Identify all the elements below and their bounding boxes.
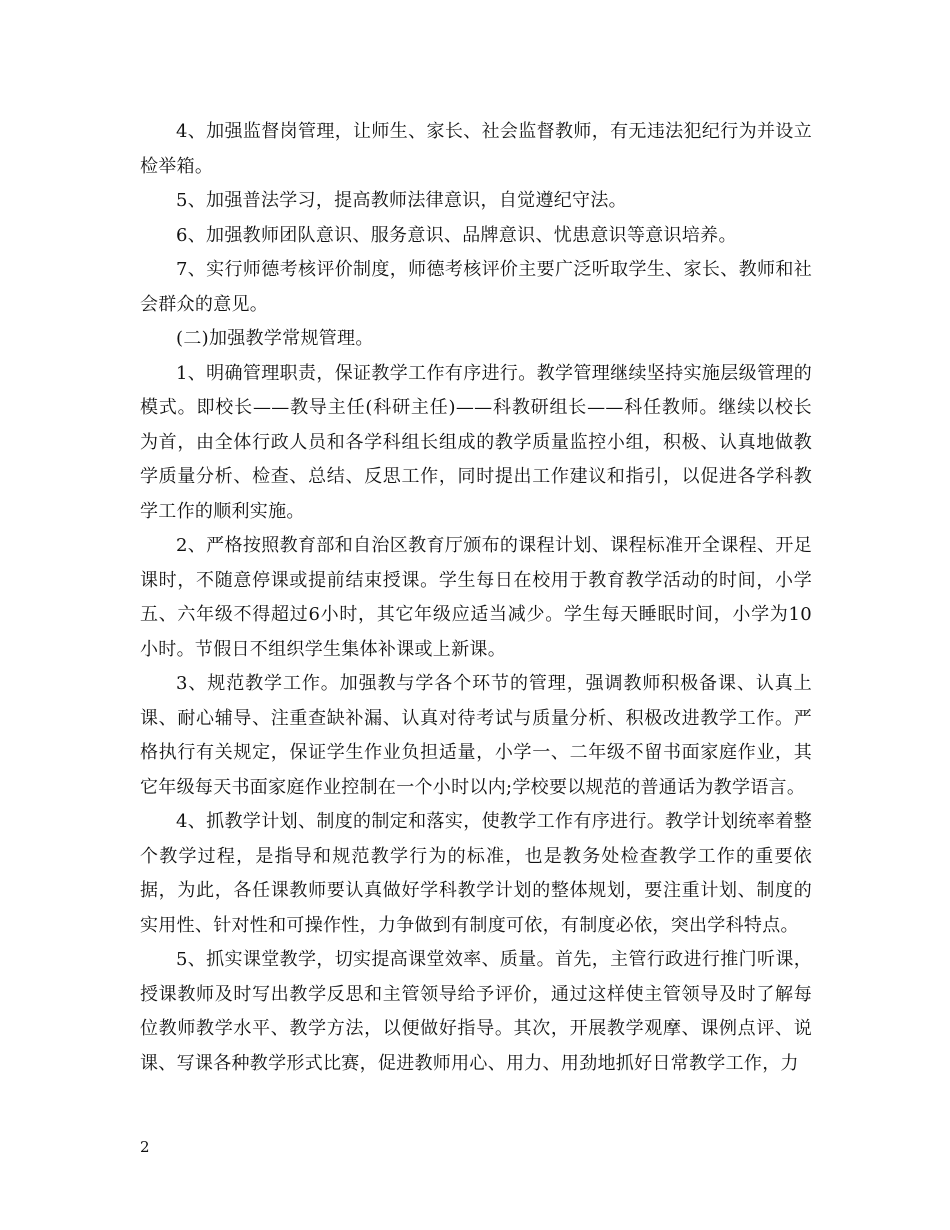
page-number: 2 bbox=[140, 1138, 150, 1156]
paragraph-law-study: 5、加强普法学习，提高教师法律意识，自觉遵纪守法。 bbox=[176, 190, 627, 211]
paragraph-team-awareness: 6、加强教师团队意识、服务意识、品牌意识、忧患意识等意识培养。 bbox=[176, 224, 737, 246]
paragraph-curriculum-plan: 2、严格按照教育部和自治区教育厅颁布的课程计划、课程标准开全课程、开足课时，不随意停课或提前结束授课。学生每日在校用于教育教学活动的时间，小学五、六年级不得超过6小时，其它年级应适当减少。学生每天睡眠时间，小学为10小时。节假日不组织学生集体补课或上新课。 bbox=[140, 535, 812, 660]
section-heading-teaching-routine: (二)加强教学常规管理。 bbox=[176, 328, 374, 349]
paragraph-teaching-plan: 4、抓教学计划、制度的制定和落实，使教学工作有序进行。教学计划统率着整个教学过程，是指导和规范教学行为的标准，也是教务处检查教学工作的重要依据，为此，各任课教师要认真做好学科教学计划的整体规划，要注重计划、制度的实用性、针对性和可操作性，力争做到有制度可依，有制度必依，突出学科特点。 bbox=[140, 811, 812, 936]
paragraph-supervision-post: 4、加强监督岗管理，让师生、家长、社会监督教师，有无违法犯纪行为并设立检举箱。 bbox=[140, 121, 812, 177]
paragraph-standardize-teaching: 3、规范教学工作。加强教与学各个环节的管理，强调教师积极备课、认真上课、耐心辅导、注重查缺补漏、认真对待考试与质量分析、积极改进教学工作。严格执行有关规定，保证学生作业负担适量，小学一、二年级不留书面家庭作业，其它年级每天书面家庭作业控制在一个小时以内;学校要以规范的普通话为教学语言。 bbox=[140, 673, 812, 798]
paragraph-management-duties: 1、明确管理职责，保证教学工作有序进行。教学管理继续坚持实施层级管理的模式。即校长——教导主任(科研主任)——科教研组长——科任教师。继续以校长为首，由全体行政人员和各学科组长组成的教学质量监控小组，积极、认真地做教学质量分析、检查、总结、反思工作，同时提出工作建议和指引，以促进各学科教学工作的顺利实施。 bbox=[140, 362, 812, 522]
paragraph-ethics-evaluation: 7、实行师德考核评价制度，师德考核评价主要广泛听取学生、家长、教师和社会群众的意见。 bbox=[140, 259, 812, 315]
document-body bbox=[140, 115, 812, 1081]
paragraph-classroom-teaching: 5、抓实课堂教学，切实提高课堂效率、质量。首先，主管行政进行推门听课，授课教师及时写出教学反思和主管领导给予评价，通过这样使主管领导及时了解每位教师教学水平、教学方法，以便做好指导。其次，开展教学观摩、课例点评、说课、写课各种教学形式比赛，促进教师用心、用力、用劲地抓好日常教学工作，力 bbox=[140, 949, 812, 1074]
